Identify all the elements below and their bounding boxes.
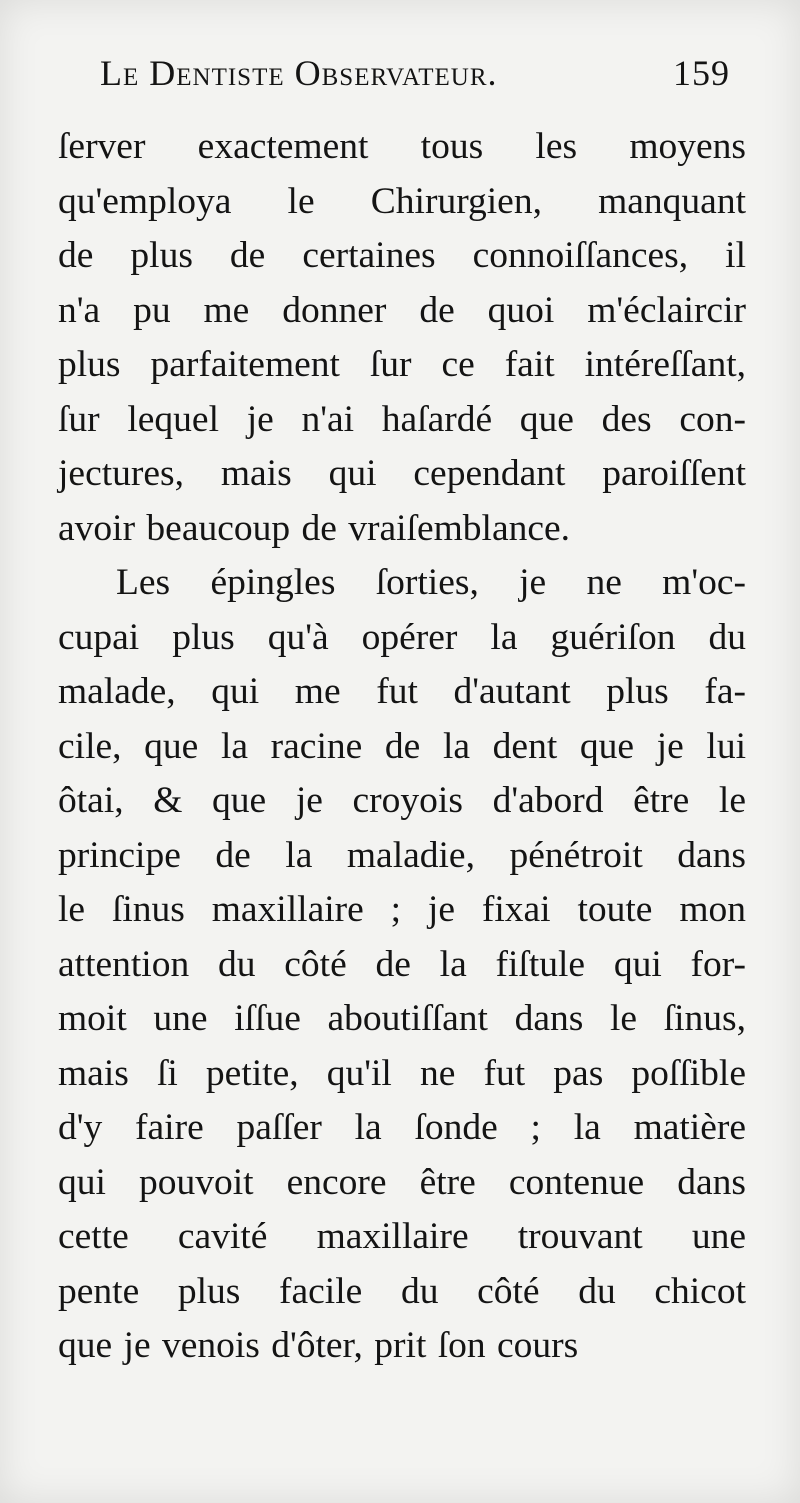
text-line: attention du côté de la fiſtule qui for- <box>58 943 746 985</box>
text-line: qui pouvoit encore être contenue dans <box>58 1161 746 1203</box>
text-line: cette cavité maxillaire trouvant une <box>58 1216 746 1257</box>
body-text <box>58 120 746 1374</box>
text-line: d'y faire paſſer la ſonde ; la matière <box>58 1107 746 1148</box>
text-line: principe de la maladie, pénétroit dans <box>58 834 746 876</box>
text-line: qu'employa le Chirurgien, manquant <box>58 180 746 222</box>
text-line: ôtai, & que je croyois d'abord être le <box>58 780 746 821</box>
text-line: plus parfaitement ſur ce fait intéreſſant, <box>58 344 746 385</box>
running-title: Le Dentiste Observateur. <box>100 53 498 93</box>
text-line: malade, qui me fut d'autant plus fa- <box>58 671 746 712</box>
text-line: cupai plus qu'à opérer la guériſon du <box>58 616 746 658</box>
running-head <box>100 52 730 102</box>
text-line: avoir beaucoup de vraiſemblance. <box>58 507 571 549</box>
text-line: cile, que la racine de la dent que je lui <box>58 725 746 767</box>
page-number: 159 <box>673 53 730 93</box>
text-line: jectures, mais qui cependant paroiſſent <box>58 453 746 494</box>
text-line: que je venois d'ôter, prit ſon cours <box>58 1325 579 1366</box>
text-line: ſur lequel je n'ai haſardé que des con- <box>58 398 746 440</box>
text-line: pente plus facile du côté du chicot <box>58 1270 746 1312</box>
text-line: n'a pu me donner de quoi m'éclaircir <box>58 289 746 331</box>
paragraph-2 <box>58 556 746 1374</box>
text-line: le ſinus maxillaire ; je fixai toute mon <box>58 889 746 930</box>
text-line: de plus de certaines connoiſſances, il <box>58 235 746 276</box>
text-line: ſerver exactement tous les moyens <box>58 126 746 167</box>
text-line: mais ſi petite, qu'il ne fut pas poſſible <box>58 1052 746 1094</box>
paragraph-1 <box>58 120 746 556</box>
text-line: Les épingles ſorties, je ne m'oc- <box>116 562 746 603</box>
text-line: moit une iſſue aboutiſſant dans le ſinus, <box>58 998 746 1039</box>
